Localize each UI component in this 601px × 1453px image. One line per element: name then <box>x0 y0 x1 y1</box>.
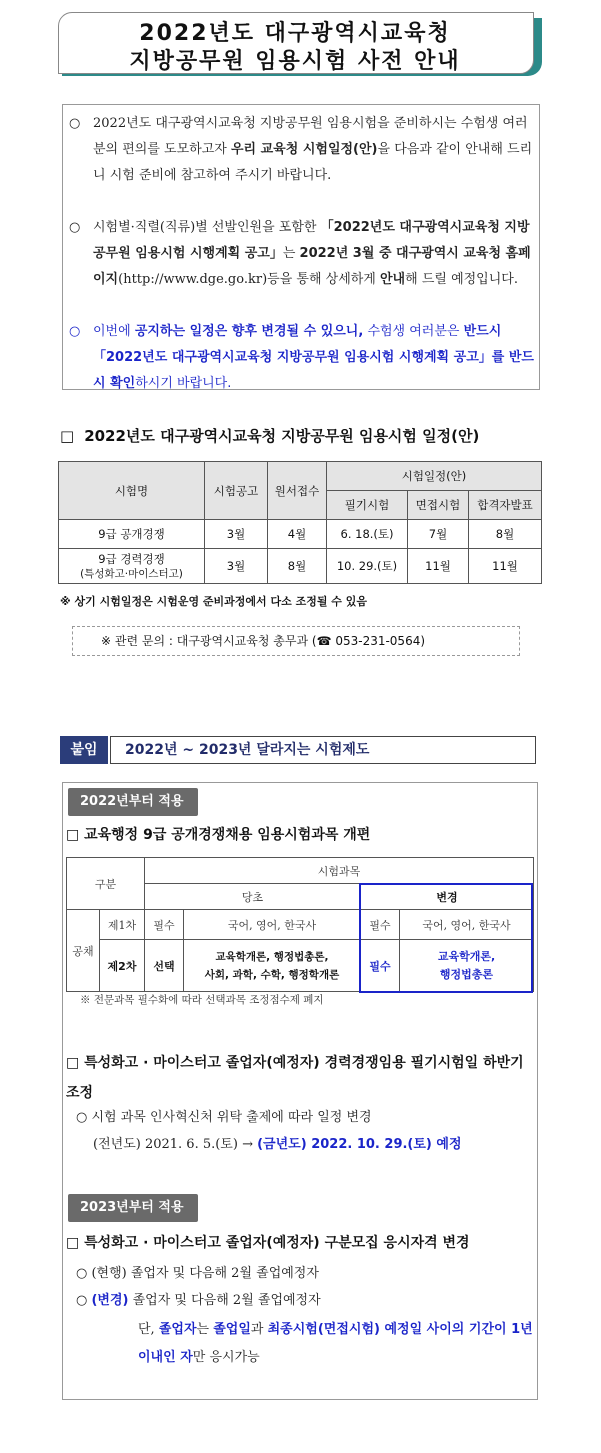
previous-date: (전년도) 2021. 6. 5.(토) → <box>93 1137 258 1152</box>
gongchae-label: 공채 <box>67 910 100 992</box>
th-subjects: 시험과목 <box>145 858 534 884</box>
table-cell: 6. 18.(토) <box>327 520 408 549</box>
schedule-note: ※ 상기 시험일정은 시험운영 준비과정에서 다소 조정될 수 있음 <box>60 595 367 608</box>
th-interview: 면접시험 <box>408 491 469 520</box>
table-cell: 11월 <box>469 549 542 584</box>
text-segment: 2022년도 대구광역시교육청 지방공무원 임용시험을 준비하시는 수험생 여러분의 편의를 도모하고자 <box>93 116 528 157</box>
section-2023-tag: 2023년부터 적용 <box>68 1194 198 1222</box>
contact-prefix: ※ 관련 문의 : 대구광역시교육청 총무과 ( <box>101 634 317 648</box>
changed-subjects-line2: 행정법총론 <box>439 967 494 981</box>
page-title-line1: 2022년도 대구광역시교육청 <box>139 21 451 46</box>
text-segment: 최종시험(면접시험) 예정일 사이의 기간이 1년 이내인 자 <box>138 1322 533 1365</box>
text-segment: 단, <box>138 1322 159 1337</box>
th-notice: 시험공고 <box>205 462 268 520</box>
section-2-line-1: ○ 시험 과목 인사혁신처 위탁 출제에 따라 일정 변경 <box>76 1110 372 1125</box>
text-segment: 시험별·직렬(직류)별 선발인원을 포함한 <box>93 220 321 235</box>
notice-box <box>62 104 540 390</box>
th-apply: 원서접수 <box>268 462 327 520</box>
text-segment: 우리 교육청 시험일정(안) <box>230 142 378 157</box>
notice-item-1 <box>69 111 537 189</box>
table-cell: 9급 공개경쟁 <box>59 520 205 549</box>
bullet-circle: ○ <box>69 116 81 131</box>
table-cell: 11월 <box>408 549 469 584</box>
orig-subjects-line1: 교육학개론, 행정법총론, <box>215 950 329 963</box>
th-written: 필기시험 <box>327 491 408 520</box>
appendix-tag: 붙임 <box>60 736 108 764</box>
text-segment: 는 <box>282 246 300 261</box>
th-result: 합격자발표 <box>469 491 542 520</box>
text-segment: 「2022년도 대구광역시교육청 지방공무원 임용시험 시행계획 공고」 <box>93 220 530 261</box>
text-segment: 공지하는 일정은 향후 변경될 수 있으니, <box>134 324 364 339</box>
schedule-heading <box>60 425 479 446</box>
contact-number: 053-231-0564) <box>331 634 426 648</box>
th-gubun: 구분 <box>67 858 145 910</box>
first-changed-subjects: 국어, 영어, 한국사 <box>400 910 534 940</box>
exam-name-sub: (특성화고·마이스터고) <box>80 567 183 580</box>
table-cell: 8월 <box>469 520 542 549</box>
notice-item-2-text <box>93 215 537 293</box>
text-segment: 해 드릴 예정입니다. <box>405 272 518 287</box>
section-3-line-2-rest: 졸업자 및 다음해 2월 졸업예정자 <box>128 1293 321 1308</box>
table-cell: 4월 <box>268 520 327 549</box>
th-exam-name: 시험명 <box>59 462 205 520</box>
changed-label: (변경) <box>91 1293 129 1308</box>
text-segment: 이번에 <box>93 324 135 339</box>
notice-item-3 <box>69 319 537 397</box>
notice-item-2 <box>69 215 537 293</box>
table-cell: 3월 <box>205 520 268 549</box>
subject-table <box>66 857 534 992</box>
section-eligibility-heading: □ 특성화고 · 마이스터고 졸업자(예정자) 구분모집 응시자격 변경 <box>66 1235 470 1251</box>
bullet-circle: ○ <box>69 324 81 339</box>
square-bullet: □ <box>60 427 75 445</box>
section-3-line-3 <box>138 1316 538 1372</box>
section-3-line-1: ○ (현행) 졸업자 및 다음해 2월 졸업예정자 <box>76 1266 319 1281</box>
appendix-title: 2022년 ~ 2023년 달라지는 시험제도 <box>110 736 536 764</box>
th-changed: 변경 <box>361 884 534 910</box>
text-segment: 반드시 「2022년도 대구광역시교육청 지방공무원 임용시험 시행계획 공고」를 반드시 확인 <box>93 324 534 391</box>
text-segment: 하시기 바랍니다. <box>135 376 232 391</box>
table-cell: 8월 <box>268 549 327 584</box>
bullet-circle: ○ <box>76 1293 92 1308</box>
first-round-label: 제1차 <box>100 910 145 940</box>
second-changed-subjects <box>400 940 534 992</box>
orig-subjects-line2: 사회, 과학, 수학, 행정학개론 <box>204 968 340 981</box>
section-2022-tag: 2022년부터 적용 <box>68 788 198 816</box>
schedule-table <box>58 461 542 584</box>
exam-name: 9급 경력경쟁 <box>98 551 165 566</box>
text-segment: 안내 <box>380 272 406 287</box>
text-segment: 는 <box>196 1322 214 1337</box>
phone-icon: ☎ <box>316 634 332 648</box>
second-round-label: 제2차 <box>100 940 145 992</box>
table-cell <box>59 549 205 584</box>
schedule-heading-text: 2022년도 대구광역시교육청 지방공무원 임용시험 일정(안) <box>84 427 480 445</box>
required-label: 필수 <box>361 910 400 940</box>
text-segment: 을 다음과 같이 안내해 드리니 시험 준비에 참고하여 주시기 바랍니다. <box>93 142 533 183</box>
text-segment: 졸업일 <box>213 1322 251 1337</box>
text-segment: 졸업자 <box>158 1322 197 1337</box>
th-original: 당초 <box>145 884 361 910</box>
first-original-subjects: 국어, 영어, 한국사 <box>184 910 361 940</box>
changed-subjects-line1: 교육학개론, <box>437 949 496 963</box>
second-original-subjects <box>184 940 361 992</box>
notice-item-3-text <box>93 319 537 397</box>
notice-item-1-text <box>93 111 537 189</box>
table-cell: 10. 29.(토) <box>327 549 408 584</box>
section-2-line-2 <box>93 1133 462 1152</box>
th-dates: 시험일정(안) <box>327 462 542 491</box>
table-cell: 3월 <box>205 549 268 584</box>
text-segment: (http://www.dge.go.kr)등을 통해 상세하게 <box>118 272 380 287</box>
bullet-circle: ○ <box>69 220 81 235</box>
elective-label: 선택 <box>145 940 184 992</box>
contact-box <box>72 626 520 656</box>
section-written-exam-heading: □ 특성화고 · 마이스터고 졸업자(예정자) 경력경쟁임용 필기시험일 하반기 조정 <box>66 1055 524 1101</box>
table-cell: 7월 <box>408 520 469 549</box>
section-subject-heading: □ 교육행정 9급 공개경쟁채용 임용시험과목 개편 <box>66 827 371 843</box>
subject-table-note: ※ 전문과목 필수화에 따라 선택과목 조정점수제 폐지 <box>80 994 324 1006</box>
text-segment: 수험생 여러분은 <box>363 324 464 339</box>
text-segment: 과 <box>250 1322 268 1337</box>
text-segment: 만 응시가능 <box>192 1350 260 1365</box>
new-date: (금년도) 2022. 10. 29.(토) 예정 <box>257 1137 462 1152</box>
required-label-changed: 필수 <box>361 940 400 992</box>
section-3-line-2 <box>76 1289 321 1308</box>
text-segment: 2022년 3월 중 대구광역시 교육청 홈페이지 <box>93 246 531 287</box>
required-label: 필수 <box>145 910 184 940</box>
page-title-line2: 지방공무원 임용시험 사전 안내 <box>129 49 461 74</box>
